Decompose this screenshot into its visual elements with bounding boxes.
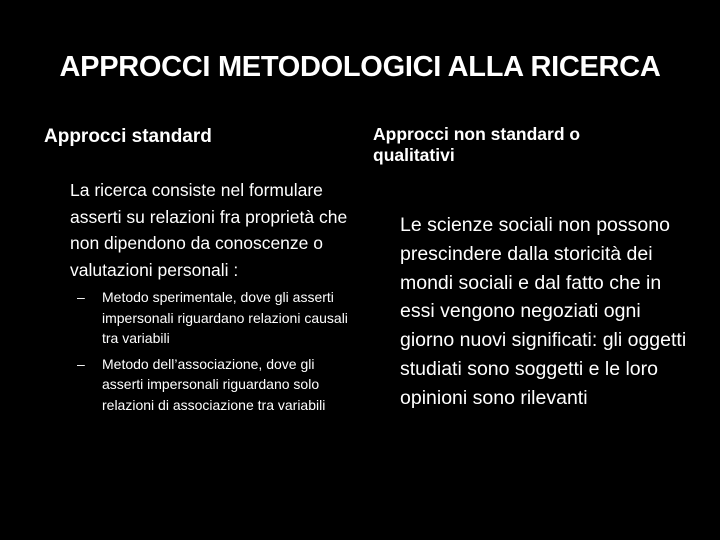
right-column-heading: Approcci non standard o qualitativi: [373, 124, 581, 165]
sub-bullet-item: [70, 354, 350, 416]
left-column-heading: Approcci standard: [44, 126, 212, 147]
dash-bullet-marker: –: [77, 289, 85, 305]
sub-bullet-list: [70, 287, 350, 416]
left-column-body: [70, 177, 350, 421]
sub-bullet-item: [70, 287, 350, 349]
right-column-paragraph: Le scienze sociali non possono prescindere dalla storicità dei mondi sociali e dal fatto che in essi vengono negoziati ogni giorno nuovi significati: gli oggetti studiati sono soggetti e le loro opinioni sono rilevanti: [400, 214, 687, 409]
sub-bullet-text: Metodo dell’associazione, dove gli asserti impersonali riguardano solo relazioni di associazione tra variabili: [102, 355, 326, 413]
sub-bullet-text: Metodo sperimentale, dove gli asserti impersonali riguardano relazioni causali tra variabili: [102, 289, 348, 347]
dash-bullet-marker: –: [77, 355, 85, 372]
left-column-paragraph: La ricerca consiste nel formulare asserti su relazioni fra proprietà che non dipendono da conoscenze o valutazioni personali :: [70, 180, 348, 280]
slide-title: APPROCCI METODOLOGICI ALLA RICERCA: [59, 51, 661, 83]
